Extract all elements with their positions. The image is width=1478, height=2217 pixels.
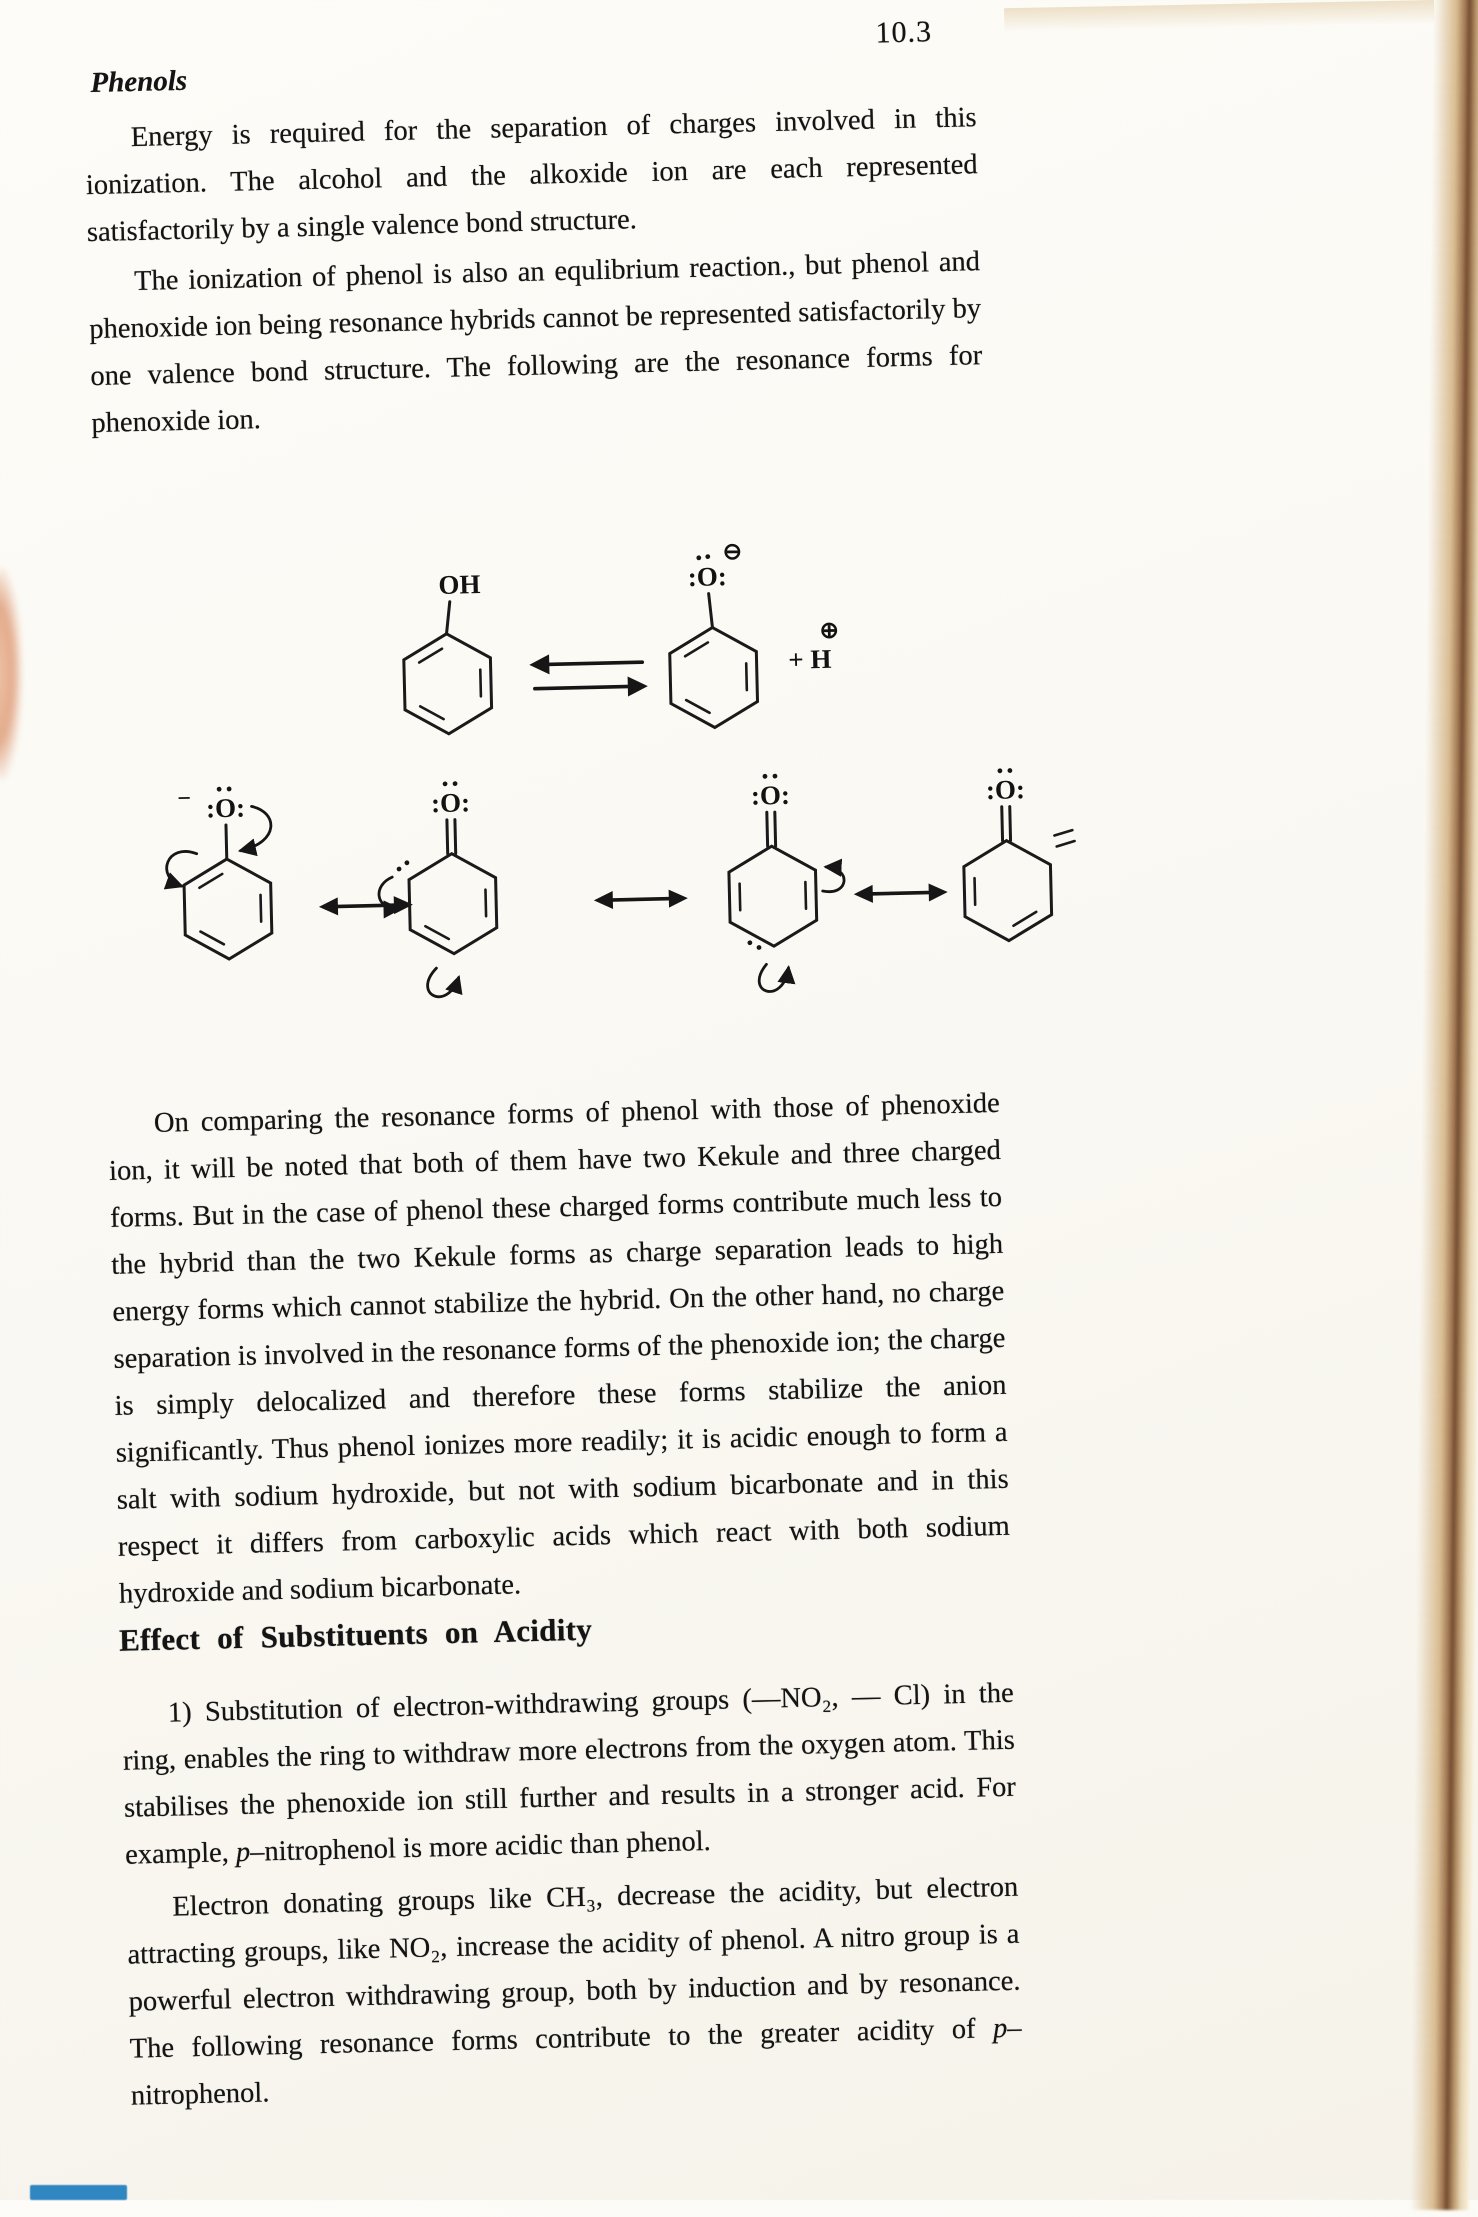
lone-pair-dot [404,860,409,865]
lone-pair-dot [705,554,710,559]
resonance-structure-4 [962,767,1077,942]
negative-sign: − [177,785,192,813]
proton-label: + H [787,643,832,675]
blue-scan-mark [30,2185,127,2200]
oxygen-label: :O: [985,774,1026,806]
oxygen-label: :O: [430,787,471,819]
paragraph-substitution-groups [121,1670,1017,1879]
electron-shift-arrow [427,968,459,997]
paragraph-text: –nitrophenol. [130,2012,1022,2112]
resonance-arrow [319,896,413,916]
lone-pair-dot [997,768,1002,773]
oxygen-label: :O: [750,779,791,811]
resonance-structure-3 [727,772,847,992]
lone-pair-dot [397,867,402,872]
positive-charge-icon: ⊕ [819,617,840,643]
lone-pair-dot [217,787,222,792]
lone-pair-dot [773,774,778,779]
paragraph-text: Electron donating groups like CH₃, decrease the acidity, but electron attracting groups, like NO₂, increase the acidity of phenol. A nitro group is a powerful electron withdrawing group, both by induction and by resonance. The following resonance forms contribute to the greater acidity of [127,1871,1021,2065]
electron-shift-arrow [822,866,844,891]
paragraph-text: 1) Substitution of electron-withdrawing groups (—NO₂, — Cl) in the ring, enables the ring to withdraw more electrons from the oxygen atom. This stabilises the phenoxide ion still further and results in a stronger acid. For example, [122,1677,1017,1871]
resonance-structure-1 [165,784,274,960]
paragraph-comparing-resonance-forms: On comparing the resonance forms of phenol with those of phenoxide ion, it will be noted that both of them have two Kekule and three charged forms. But in the case of phenol these charged forms contribute much less to the hybrid than the two Kekule forms as charge separation leads to high energy forms which cannot stabilize the hybrid. On the other hand, no charge separation is involved in the resonance forms of the phenoxide ion; the charge is simply delocalized and therefore these forms stabilize the anion significantly. Thus phenol ionizes more readily; it is acidic enough to form a salt with sodium hydroxide, but not with sodium bicarbonate and in this respect it differs from carboxylic acids which react with both sodium hydroxide and sodium bicarbonate. [108,1087,1011,1610]
lone-pair-dot [747,940,752,945]
carbanion-lone-pair [1054,830,1074,846]
italic-p: p [235,1836,251,1869]
paragraph-electron-donating-groups [126,1864,1023,2120]
section-heading-effect-of-substituents: Effect of Substituents on Acidity [118,1611,593,1658]
hydroxyl-label: OH [438,568,481,600]
proton [787,618,840,675]
lone-pair-dot [443,781,448,786]
lone-pair-dot [696,555,701,560]
paragraph-energy-required: Energy is required for the separation of charges involved in this ionization. The alcohol and the alkoxide ion are each represented satisfactorily by a single valence bond structure. [85,102,978,249]
electron-shift-arrow [759,964,789,992]
lone-pair-dot [453,781,458,786]
lone-pair-dot [757,945,762,950]
phenol-structure [402,569,492,735]
equilibrium-arrows [529,652,648,699]
lone-pair-dot [227,787,232,792]
paragraph-ionization-of-phenol: The ionization of phenol is also an equlibrium reaction., but phenol and phenoxide ion being resonance hybrids cannot be represented satisfactorily by one valence bond structure. The following are the resonance forms for phenoxide ion. [88,246,983,440]
page-number: 10.3 [875,15,933,50]
oxygen-label: :O: [687,561,728,593]
lone-pair-dot [763,774,768,779]
chemistry-diagram [106,481,1229,1055]
oxygen-label: :O: [205,792,246,824]
resonance-structure-2 [376,780,498,998]
running-header: Phenols [90,64,188,100]
italic-p: p [992,2012,1008,2045]
negative-charge-icon: ⊖ [722,538,743,565]
paragraph-text: –nitrophenol is more acidic than phenol. [249,1825,712,1868]
phenoxide-structure [667,539,758,729]
lone-pair-dot [1007,768,1012,773]
resonance-arrow [594,889,688,909]
resonance-arrow [854,883,948,903]
